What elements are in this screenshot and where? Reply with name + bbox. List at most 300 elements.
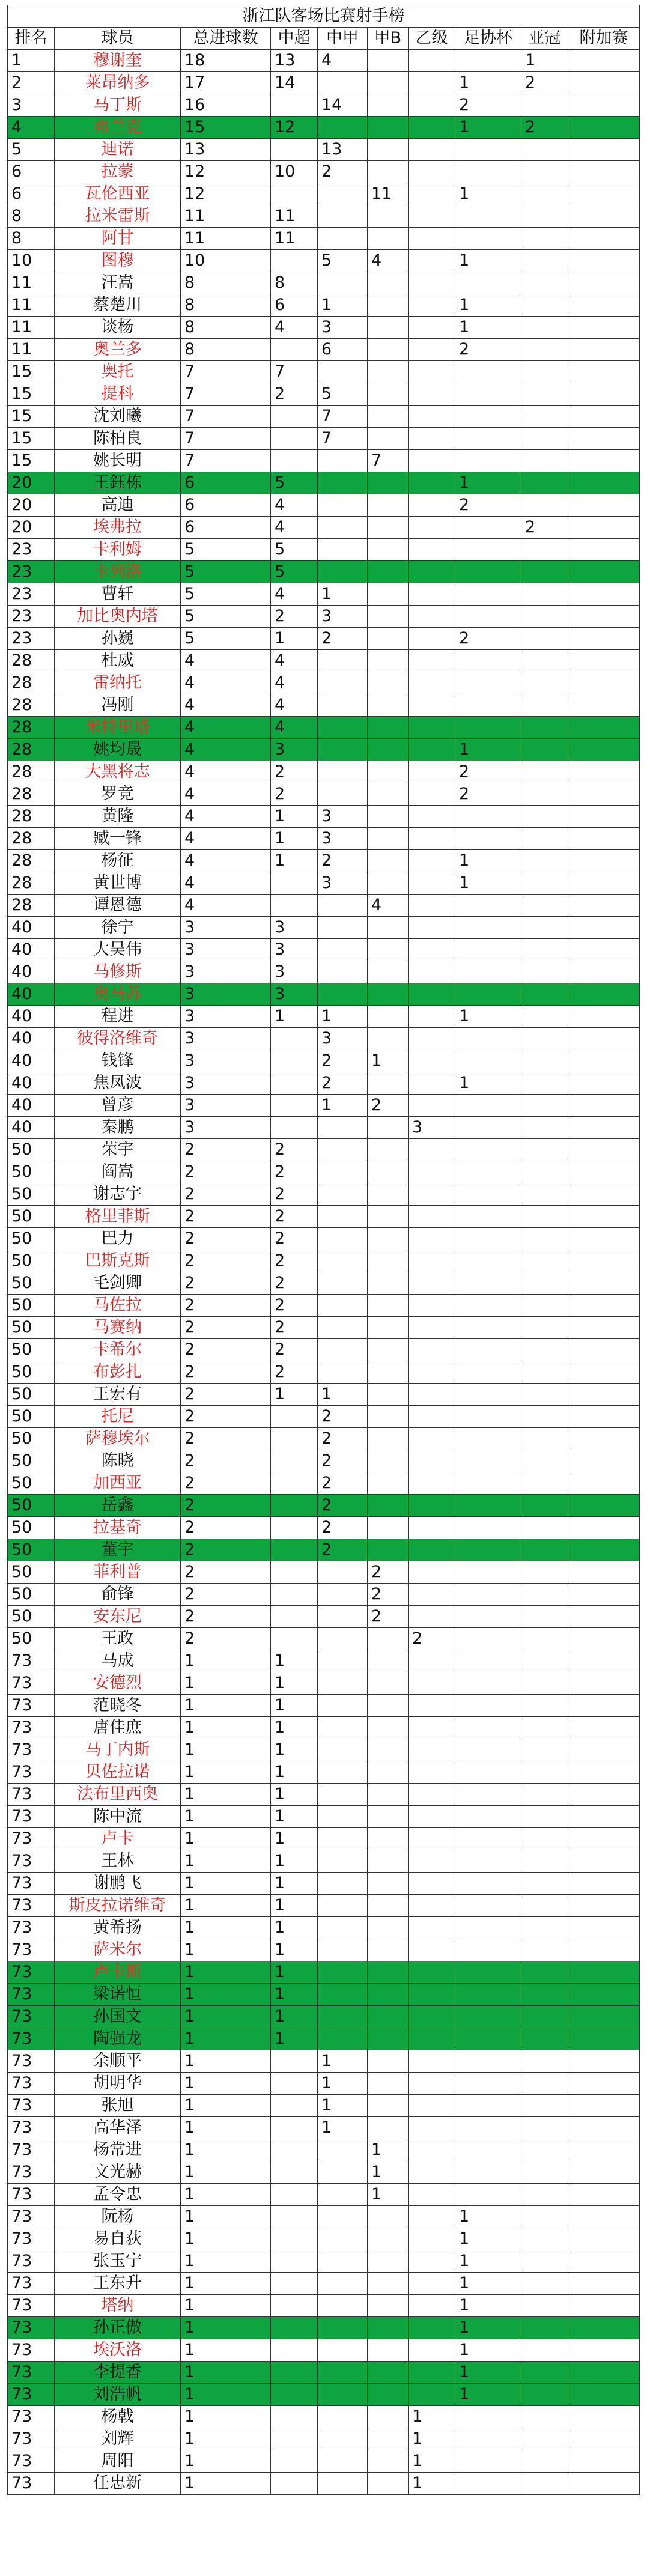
cell-player-name: 谢鹏飞 <box>55 1873 181 1895</box>
cell-acl <box>521 1250 568 1272</box>
cell-player-name: 马成 <box>55 1650 181 1672</box>
table-title: 浙江队客场比赛射手榜 <box>8 5 640 28</box>
cell-china-league-one: 1 <box>318 1006 368 1028</box>
cell-player-name: 王政 <box>55 1628 181 1650</box>
cell-rank: 4 <box>8 117 55 139</box>
cell-fa-cup <box>455 1539 521 1561</box>
cell-player-name: 卡利姆 <box>55 539 181 561</box>
cell-jia-b <box>368 1850 409 1873</box>
cell-csl: 1 <box>271 2006 318 2028</box>
cell-csl: 1 <box>271 1917 318 1939</box>
cell-total: 2 <box>181 1384 271 1406</box>
cell-playoff <box>568 1806 640 1828</box>
cell-csl <box>271 450 318 472</box>
cell-total: 2 <box>181 1495 271 1517</box>
cell-acl <box>521 694 568 717</box>
cell-yi-league <box>409 1984 455 2006</box>
cell-fa-cup <box>455 1650 521 1672</box>
cell-total: 17 <box>181 72 271 94</box>
cell-acl <box>521 2095 568 2117</box>
cell-csl: 2 <box>271 1272 318 1295</box>
cell-csl <box>271 2161 318 2184</box>
cell-fa-cup <box>455 2050 521 2073</box>
cell-fa-cup <box>455 1784 521 1806</box>
cell-csl: 3 <box>271 983 318 1006</box>
cell-fa-cup <box>455 1828 521 1850</box>
cell-jia-b <box>368 2206 409 2228</box>
cell-jia-b <box>368 2406 409 2428</box>
cell-yi-league <box>409 2228 455 2250</box>
cell-yi-league <box>409 650 455 672</box>
cell-jia-b: 11 <box>368 183 409 205</box>
cell-yi-league <box>409 872 455 895</box>
cell-player-name: 塔纳 <box>55 2295 181 2317</box>
cell-yi-league <box>409 561 455 583</box>
cell-rank: 73 <box>8 1917 55 1939</box>
cell-rank: 73 <box>8 2117 55 2139</box>
cell-acl <box>521 1139 568 1161</box>
cell-total: 4 <box>181 850 271 872</box>
cell-jia-b <box>368 1784 409 1806</box>
cell-total: 1 <box>181 2073 271 2095</box>
table-row <box>8 2161 640 2184</box>
cell-acl <box>521 1961 568 1984</box>
cell-china-league-one: 1 <box>318 2073 368 2095</box>
cell-fa-cup <box>455 1561 521 1584</box>
cell-playoff <box>568 2095 640 2117</box>
cell-player-name: 马修斯 <box>55 961 181 983</box>
cell-player-name: 胡明华 <box>55 2073 181 2095</box>
cell-playoff <box>568 1672 640 1695</box>
cell-acl <box>521 1517 568 1539</box>
cell-yi-league: 1 <box>409 2473 455 2495</box>
table-row <box>8 1984 640 2006</box>
cell-playoff <box>568 2228 640 2250</box>
cell-player-name: 彼得洛维奇 <box>55 1028 181 1050</box>
cell-rank: 3 <box>8 94 55 117</box>
cell-total: 1 <box>181 2473 271 2495</box>
cell-playoff <box>568 1339 640 1361</box>
cell-yi-league <box>409 1739 455 1761</box>
cell-total: 1 <box>181 2450 271 2473</box>
cell-fa-cup <box>455 1450 521 1472</box>
cell-jia-b <box>368 1961 409 1984</box>
cell-china-league-one: 2 <box>318 161 368 183</box>
cell-player-name: 余顺平 <box>55 2050 181 2073</box>
cell-yi-league <box>409 1495 455 1517</box>
cell-acl: 2 <box>521 72 568 94</box>
header-fa-cup: 足协杯 <box>455 28 521 50</box>
cell-playoff <box>568 806 640 828</box>
cell-csl: 2 <box>271 1161 318 1183</box>
cell-rank: 50 <box>8 1628 55 1650</box>
cell-playoff <box>568 361 640 383</box>
cell-yi-league <box>409 672 455 694</box>
cell-rank: 11 <box>8 317 55 339</box>
cell-total: 1 <box>181 1828 271 1850</box>
cell-acl <box>521 717 568 739</box>
cell-china-league-one: 5 <box>318 383 368 406</box>
cell-china-league-one: 2 <box>318 1472 368 1495</box>
cell-rank: 28 <box>8 717 55 739</box>
cell-player-name: 徐宁 <box>55 917 181 939</box>
cell-total: 4 <box>181 783 271 806</box>
cell-fa-cup <box>455 2006 521 2028</box>
cell-total: 11 <box>181 228 271 250</box>
cell-rank: 73 <box>8 1806 55 1828</box>
table-row <box>8 1695 640 1717</box>
cell-csl: 2 <box>271 1206 318 1228</box>
cell-rank: 50 <box>8 1539 55 1561</box>
cell-csl: 1 <box>271 1828 318 1850</box>
cell-total: 2 <box>181 1561 271 1584</box>
cell-china-league-one <box>318 1828 368 1850</box>
cell-jia-b <box>368 1450 409 1472</box>
cell-csl: 2 <box>271 1250 318 1272</box>
cell-jia-b <box>368 850 409 872</box>
table-row <box>8 1672 640 1695</box>
cell-fa-cup <box>455 1517 521 1539</box>
table-row <box>8 1517 640 1539</box>
header-yi-league: 乙级 <box>409 28 455 50</box>
cell-fa-cup: 1 <box>455 2362 521 2384</box>
cell-yi-league <box>409 50 455 72</box>
cell-rank: 15 <box>8 428 55 450</box>
cell-yi-league <box>409 1828 455 1850</box>
cell-fa-cup: 1 <box>455 872 521 895</box>
cell-total: 5 <box>181 561 271 583</box>
cell-china-league-one <box>318 2139 368 2161</box>
cell-china-league-one: 1 <box>318 583 368 606</box>
cell-fa-cup <box>455 161 521 183</box>
table-row <box>8 539 640 561</box>
cell-rank: 73 <box>8 1672 55 1695</box>
cell-fa-cup: 1 <box>455 2384 521 2406</box>
cell-jia-b <box>368 872 409 895</box>
table-row <box>8 1873 640 1895</box>
cell-total: 2 <box>181 1406 271 1428</box>
cell-playoff <box>568 1850 640 1873</box>
cell-player-name: 杨戟 <box>55 2406 181 2428</box>
cell-csl: 4 <box>271 494 318 517</box>
cell-player-name: 杜威 <box>55 650 181 672</box>
cell-acl <box>521 2473 568 2495</box>
cell-fa-cup <box>455 1695 521 1717</box>
cell-china-league-one: 4 <box>318 50 368 72</box>
table-row <box>8 1339 640 1361</box>
table-row <box>8 472 640 494</box>
table-row <box>8 1828 640 1850</box>
cell-yi-league <box>409 2095 455 2117</box>
cell-rank: 73 <box>8 2095 55 2117</box>
cell-csl: 5 <box>271 539 318 561</box>
cell-fa-cup <box>455 961 521 983</box>
cell-china-league-one: 1 <box>318 1095 368 1117</box>
cell-csl: 1 <box>271 1739 318 1761</box>
cell-jia-b <box>368 1939 409 1961</box>
cell-playoff <box>568 2006 640 2028</box>
cell-jia-b <box>368 406 409 428</box>
cell-csl <box>271 1539 318 1561</box>
cell-china-league-one: 2 <box>318 1072 368 1095</box>
cell-csl: 12 <box>271 117 318 139</box>
header-total: 总进球数 <box>181 28 271 50</box>
cell-jia-b: 2 <box>368 1561 409 1584</box>
table-row <box>8 1628 640 1650</box>
cell-yi-league <box>409 317 455 339</box>
cell-playoff <box>568 2384 640 2406</box>
header-acl: 亚冠 <box>521 28 568 50</box>
cell-acl <box>521 2228 568 2250</box>
table-row <box>8 2339 640 2362</box>
cell-fa-cup <box>455 2139 521 2161</box>
cell-yi-league <box>409 139 455 161</box>
cell-csl: 2 <box>271 1183 318 1206</box>
table-row <box>8 917 640 939</box>
cell-csl: 7 <box>271 361 318 383</box>
cell-rank: 40 <box>8 1028 55 1050</box>
cell-rank: 50 <box>8 1339 55 1361</box>
cell-rank: 50 <box>8 1384 55 1406</box>
cell-total: 1 <box>181 1650 271 1672</box>
cell-yi-league <box>409 383 455 406</box>
cell-fa-cup <box>455 1183 521 1206</box>
cell-rank: 73 <box>8 1828 55 1850</box>
cell-player-name: 图穆 <box>55 250 181 272</box>
cell-csl <box>271 2050 318 2073</box>
cell-yi-league <box>409 294 455 317</box>
cell-playoff <box>568 161 640 183</box>
cell-rank: 73 <box>8 2050 55 2073</box>
cell-fa-cup: 1 <box>455 739 521 761</box>
cell-rank: 11 <box>8 294 55 317</box>
cell-fa-cup <box>455 50 521 72</box>
cell-playoff <box>568 1072 640 1095</box>
cell-total: 1 <box>181 2250 271 2273</box>
cell-total: 1 <box>181 2117 271 2139</box>
cell-csl: 10 <box>271 161 318 183</box>
cell-rank: 28 <box>8 694 55 717</box>
cell-rank: 15 <box>8 406 55 428</box>
cell-total: 3 <box>181 917 271 939</box>
table-row <box>8 606 640 628</box>
table-row <box>8 428 640 450</box>
cell-rank: 11 <box>8 272 55 294</box>
cell-yi-league <box>409 117 455 139</box>
cell-csl <box>271 1495 318 1517</box>
header-csl: 中超 <box>271 28 318 50</box>
cell-rank: 50 <box>8 1295 55 1317</box>
cell-total: 2 <box>181 1361 271 1384</box>
cell-china-league-one: 3 <box>318 828 368 850</box>
cell-player-name: 拉米雷斯 <box>55 205 181 228</box>
cell-acl <box>521 1406 568 1428</box>
cell-playoff <box>568 1317 640 1339</box>
cell-china-league-one: 2 <box>318 1517 368 1539</box>
cell-playoff <box>568 583 640 606</box>
cell-player-name: 穆谢奎 <box>55 50 181 72</box>
cell-yi-league <box>409 1317 455 1339</box>
cell-player-name: 钱锋 <box>55 1050 181 1072</box>
cell-yi-league <box>409 205 455 228</box>
cell-total: 4 <box>181 761 271 783</box>
cell-fa-cup <box>455 205 521 228</box>
cell-total: 1 <box>181 2406 271 2428</box>
cell-player-name: 迪诺 <box>55 139 181 161</box>
cell-china-league-one <box>318 717 368 739</box>
cell-jia-b <box>368 1028 409 1050</box>
table-row <box>8 139 640 161</box>
cell-total: 1 <box>181 1672 271 1695</box>
table-row <box>8 2006 640 2028</box>
cell-acl <box>521 739 568 761</box>
cell-yi-league <box>409 1139 455 1161</box>
cell-acl <box>521 250 568 272</box>
table-row <box>8 2206 640 2228</box>
cell-playoff <box>568 1650 640 1672</box>
cell-china-league-one <box>318 205 368 228</box>
cell-total: 1 <box>181 1717 271 1739</box>
cell-jia-b: 1 <box>368 2139 409 2161</box>
cell-fa-cup <box>455 1672 521 1695</box>
cell-jia-b <box>368 1761 409 1784</box>
cell-yi-league <box>409 2161 455 2184</box>
cell-yi-league <box>409 517 455 539</box>
cell-rank: 6 <box>8 183 55 205</box>
cell-playoff <box>568 2139 640 2161</box>
cell-fa-cup <box>455 1584 521 1606</box>
table-row <box>8 272 640 294</box>
cell-rank: 28 <box>8 672 55 694</box>
cell-china-league-one: 3 <box>318 317 368 339</box>
cell-china-league-one <box>318 1939 368 1961</box>
table-row <box>8 2050 640 2073</box>
cell-player-name: 萨穆埃尔 <box>55 1428 181 1450</box>
cell-total: 10 <box>181 250 271 272</box>
cell-jia-b <box>368 983 409 1006</box>
cell-jia-b <box>368 961 409 983</box>
table-row <box>8 739 640 761</box>
cell-total: 1 <box>181 1939 271 1961</box>
cell-yi-league <box>409 450 455 472</box>
cell-rank: 15 <box>8 383 55 406</box>
cell-total: 2 <box>181 1472 271 1495</box>
table-row <box>8 1272 640 1295</box>
cell-rank: 73 <box>8 1961 55 1984</box>
cell-fa-cup <box>455 272 521 294</box>
cell-rank: 11 <box>8 339 55 361</box>
table-row <box>8 2250 640 2273</box>
cell-yi-league <box>409 1095 455 1117</box>
cell-yi-league <box>409 1183 455 1206</box>
cell-fa-cup <box>455 2184 521 2206</box>
cell-acl <box>521 1295 568 1317</box>
cell-csl: 4 <box>271 317 318 339</box>
cell-yi-league <box>409 228 455 250</box>
cell-player-name: 臧一锋 <box>55 828 181 850</box>
cell-acl <box>521 2050 568 2073</box>
cell-yi-league <box>409 628 455 650</box>
cell-jia-b <box>368 1472 409 1495</box>
cell-china-league-one <box>318 1228 368 1250</box>
cell-jia-b <box>368 1717 409 1739</box>
cell-playoff <box>568 2028 640 2050</box>
cell-playoff <box>568 339 640 361</box>
cell-jia-b <box>368 139 409 161</box>
cell-total: 4 <box>181 672 271 694</box>
cell-playoff <box>568 850 640 872</box>
cell-playoff <box>568 317 640 339</box>
cell-jia-b <box>368 383 409 406</box>
cell-csl: 4 <box>271 672 318 694</box>
cell-rank: 73 <box>8 1873 55 1895</box>
cell-rank: 50 <box>8 1561 55 1584</box>
cell-total: 2 <box>181 1584 271 1606</box>
cell-china-league-one <box>318 761 368 783</box>
cell-csl: 1 <box>271 1672 318 1695</box>
cell-player-name: 卡希尔 <box>55 1339 181 1361</box>
cell-playoff <box>568 50 640 72</box>
cell-jia-b <box>368 1984 409 2006</box>
cell-fa-cup <box>455 1406 521 1428</box>
cell-china-league-one: 1 <box>318 1384 368 1406</box>
cell-yi-league <box>409 94 455 117</box>
cell-player-name: 安德烈 <box>55 1672 181 1695</box>
cell-yi-league <box>409 1917 455 1939</box>
cell-yi-league <box>409 1539 455 1561</box>
cell-csl: 1 <box>271 2028 318 2050</box>
cell-playoff <box>568 1961 640 1984</box>
cell-china-league-one: 1 <box>318 2095 368 2117</box>
cell-yi-league <box>409 1672 455 1695</box>
table-row <box>8 1250 640 1272</box>
cell-total: 3 <box>181 1072 271 1095</box>
cell-total: 2 <box>181 1228 271 1250</box>
cell-csl: 2 <box>271 1139 318 1161</box>
cell-playoff <box>568 1406 640 1428</box>
cell-playoff <box>568 1428 640 1450</box>
cell-fa-cup <box>455 228 521 250</box>
cell-playoff <box>568 1784 640 1806</box>
cell-playoff <box>568 450 640 472</box>
cell-fa-cup <box>455 2473 521 2495</box>
cell-csl: 1 <box>271 1761 318 1784</box>
cell-csl: 4 <box>271 583 318 606</box>
cell-csl <box>271 1472 318 1495</box>
table-row <box>8 1361 640 1384</box>
cell-total: 1 <box>181 2161 271 2184</box>
cell-fa-cup <box>455 1361 521 1384</box>
cell-yi-league <box>409 272 455 294</box>
cell-total: 1 <box>181 2184 271 2206</box>
cell-total: 13 <box>181 139 271 161</box>
cell-player-name: 埃沃洛 <box>55 2339 181 2362</box>
cell-china-league-one <box>318 2161 368 2184</box>
cell-rank: 8 <box>8 228 55 250</box>
cell-csl <box>271 1628 318 1650</box>
cell-csl: 2 <box>271 1339 318 1361</box>
table-row <box>8 1495 640 1517</box>
table-row <box>8 1850 640 1873</box>
cell-playoff <box>568 1250 640 1272</box>
cell-jia-b <box>368 2050 409 2073</box>
cell-acl <box>521 2184 568 2206</box>
table-row <box>8 1384 640 1406</box>
table-row <box>8 1939 640 1961</box>
cell-total: 2 <box>181 1628 271 1650</box>
cell-yi-league <box>409 1050 455 1072</box>
cell-acl <box>521 2362 568 2384</box>
